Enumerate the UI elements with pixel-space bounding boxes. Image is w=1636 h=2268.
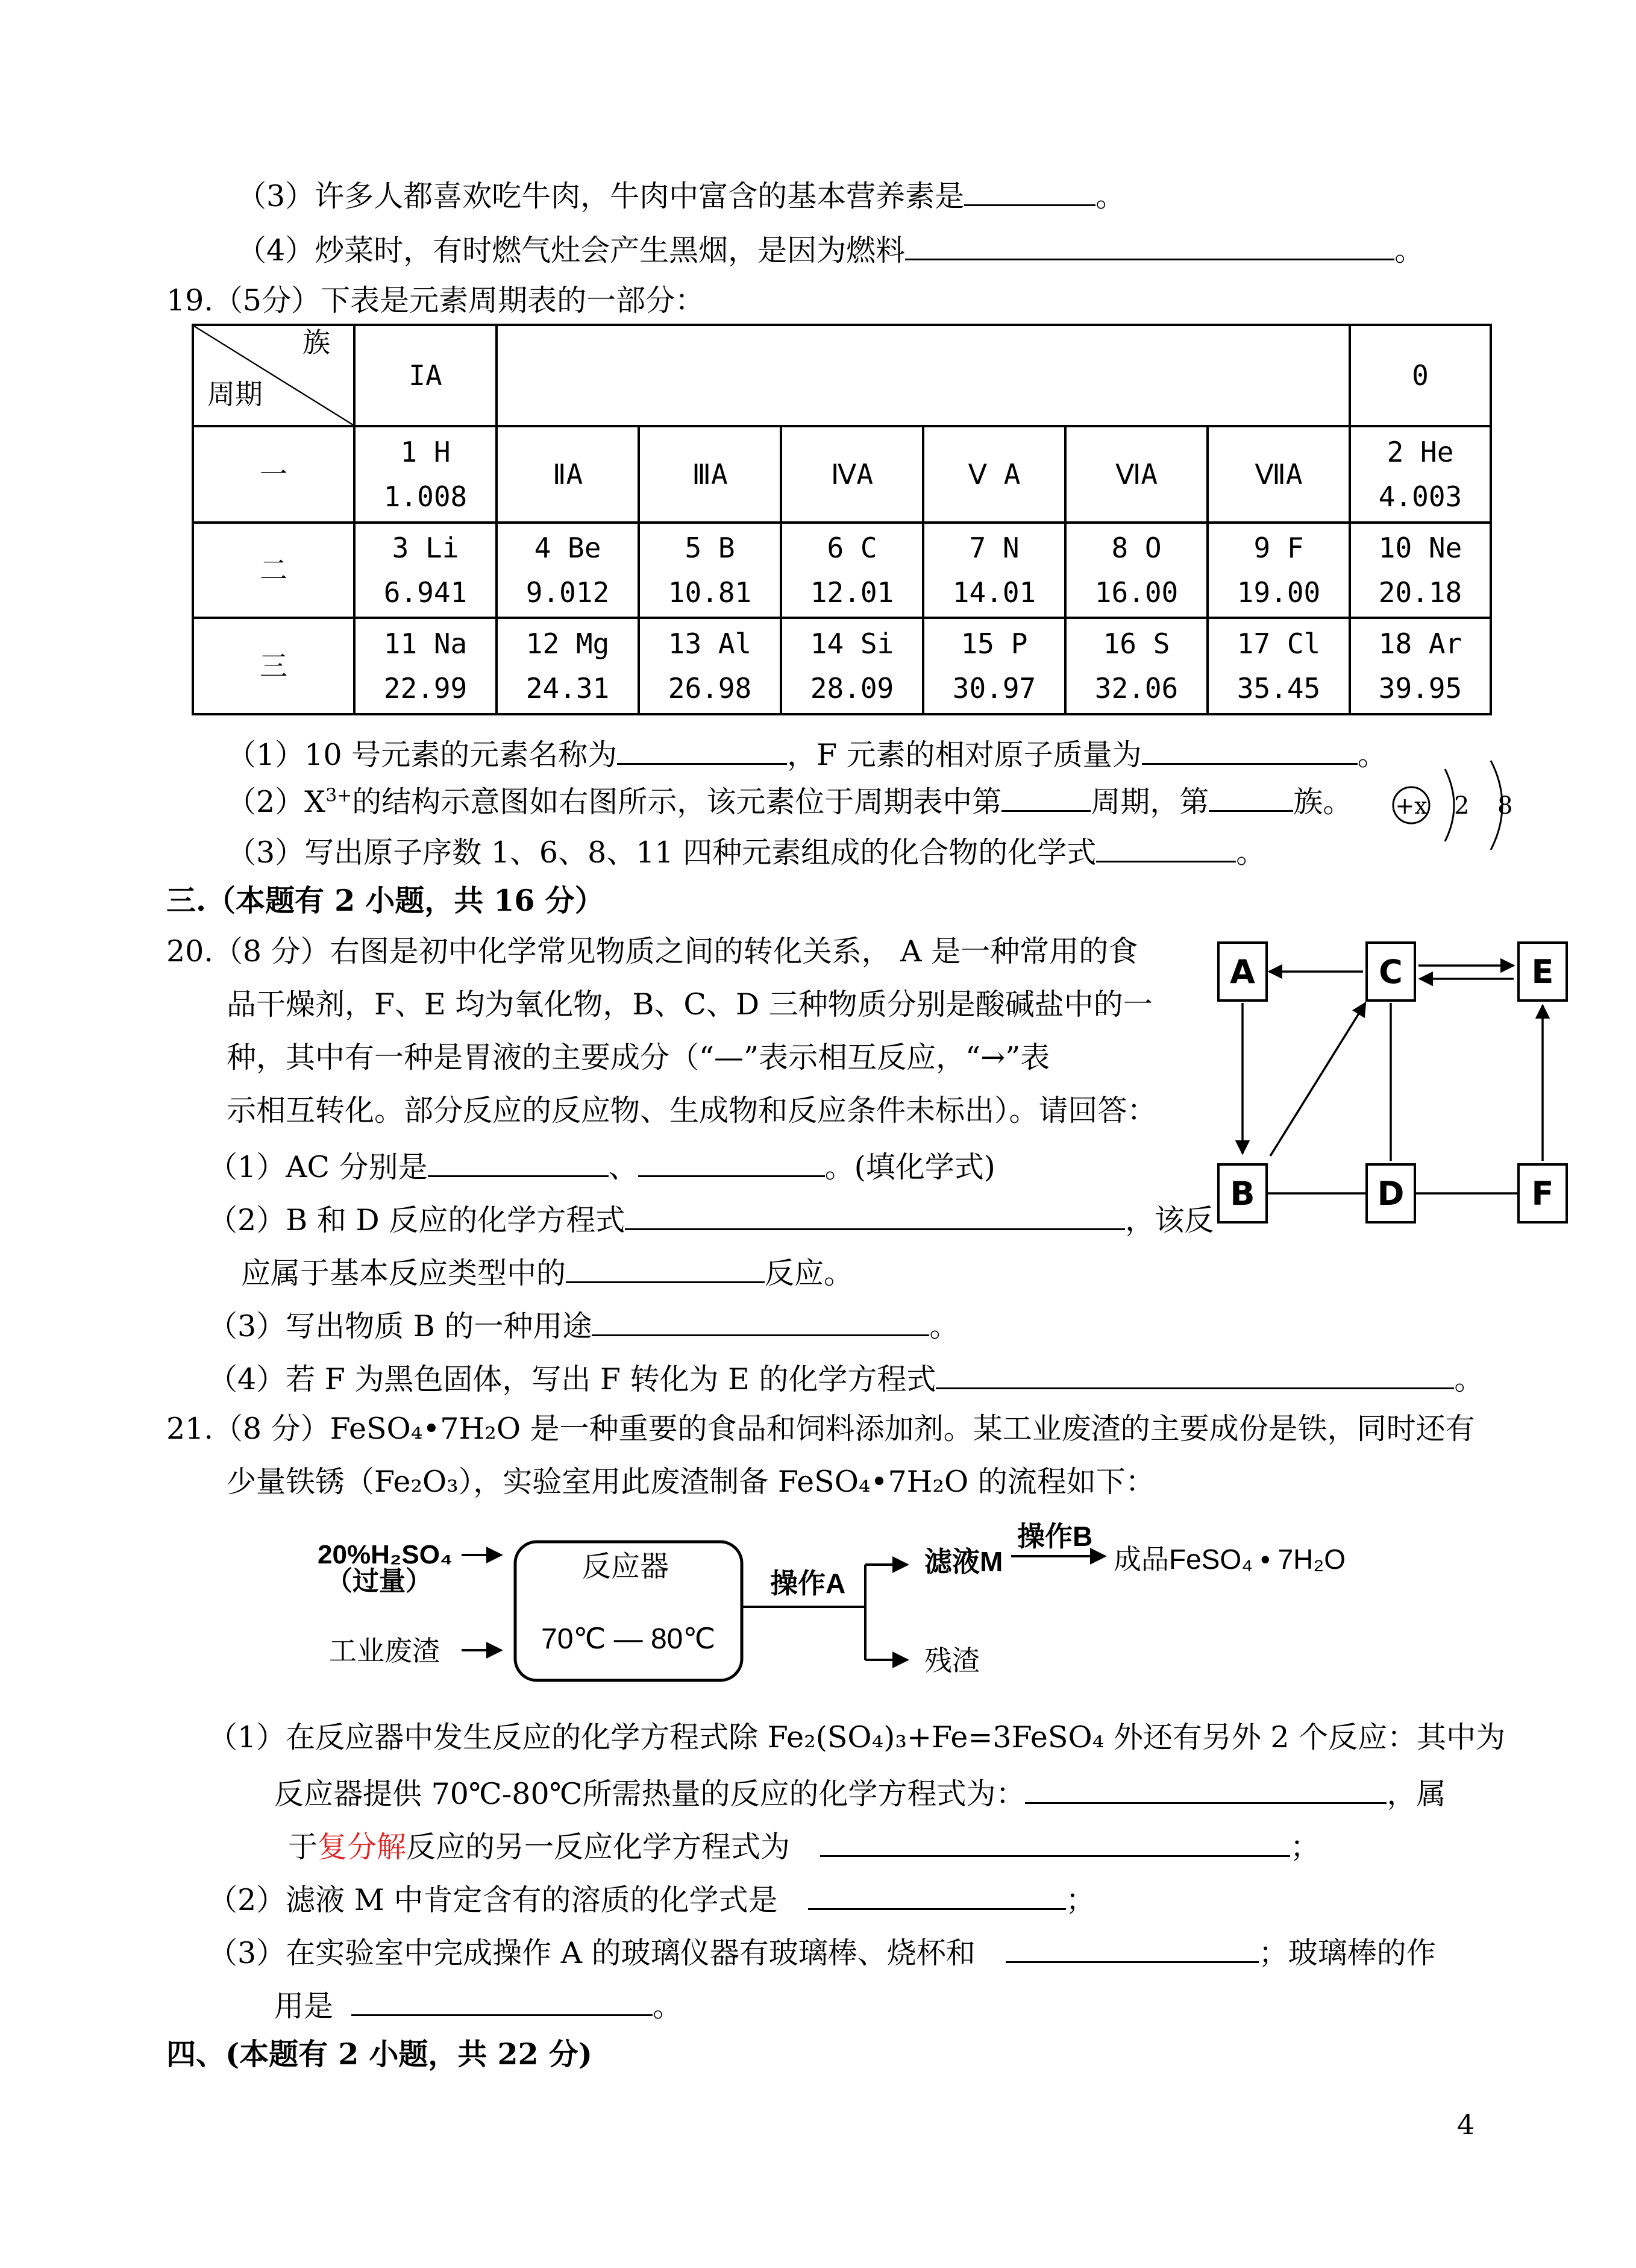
section-4-heading: 四、(本题有 2 小题，共 22 分)	[166, 2037, 592, 2072]
q19-part2: $(2)X^{3+}$的结构示意图如右图所示，该元素位于周期表中第 周期，第 族。	[227, 785, 1353, 819]
q21-line2: 少量铁锈（Fe₂O₃），实验室用此废渣制备 FeSO₄•7H₂O 的流程如下：	[227, 1465, 1155, 1499]
flow-filtrate-label: 滤液M	[924, 1546, 1003, 1577]
q20-part4: （4）若 F 为黑色固体，写出 F 转化为 E 的化学方程式 。	[208, 1362, 1484, 1396]
answer-blank[interactable]	[625, 1202, 1125, 1230]
q21-part1-cont2: 于复分解反应的另一反应化学方程式为 ；	[288, 1830, 1320, 1864]
q20-part1: （1）AC 分别是 、 。(填化学式)	[208, 1150, 995, 1184]
group-header-blank	[497, 325, 1350, 426]
element-cell: 16 S 32.06	[1065, 618, 1208, 714]
q19-title: 19.（5分）下表是元素周期表的一部分：	[166, 283, 705, 318]
q20-part3: （3）写出物质 B 的一种用途 。	[208, 1309, 959, 1343]
group-header: ⅣA	[781, 426, 923, 523]
element-cell: 4 Be 9.012	[497, 523, 639, 618]
q21-part1: （1）在反应器中发生反应的化学方程式除 Fe₂(SO₄)₃+Fe=3FeSO₄ 外还有另外 2 个反应：其中为	[208, 1720, 1506, 1754]
q19-part1: （1）10 号元素的元素名称为 ，F 元素的相对原子质量为 。	[227, 738, 1387, 772]
page-number: 4	[1457, 2108, 1475, 2141]
group-header: ⅦA	[1208, 426, 1350, 523]
group-header: ⅡA	[497, 426, 639, 523]
q20-line2: 品干燥剂，F、E 均为氧化物，B、C、D 三种物质分别是酸碱盐中的一	[227, 987, 1153, 1022]
answer-blank[interactable]	[808, 1882, 1066, 1910]
q20-line4: 示相互转化。部分反应的反应物、生成物和反应条件未标出）。请回答：	[227, 1093, 1157, 1128]
group-header: ⅢA	[639, 426, 781, 523]
group-header-0: 0	[1350, 325, 1491, 426]
header-period: 周期	[207, 378, 263, 410]
q20-part2: （2）B 和 D 反应的化学方程式 ，该反	[208, 1203, 1214, 1237]
flow-residue-label: 残渣	[924, 1645, 980, 1676]
answer-blank[interactable]	[351, 1988, 653, 2016]
group-header: Ⅴ A	[923, 426, 1065, 523]
period-3: 三	[193, 618, 354, 714]
answer-blank[interactable]	[1209, 784, 1293, 812]
answer-blank[interactable]	[617, 737, 787, 765]
element-cell: 15 P 30.97	[923, 618, 1065, 714]
answer-blank[interactable]	[820, 1829, 1290, 1857]
element-cell: 12 Mg 24.31	[497, 618, 639, 714]
period-2: 二	[193, 523, 354, 618]
q21-part2: （2）滤液 M 中肯定含有的溶质的化学式是 ；	[208, 1883, 1095, 1917]
q21-part3: （3）在实验室中完成操作 A 的玻璃仪器有玻璃棒、烧杯和 ；玻璃棒的作	[208, 1936, 1436, 1970]
answer-blank[interactable]	[566, 1255, 765, 1283]
flow-temperature-label: 70℃ — 80℃	[541, 1623, 716, 1655]
element-cell: 9 F 19.00	[1208, 523, 1350, 618]
element-cell: 13 Al 26.98	[639, 618, 781, 714]
element-cell: 1 H 1.008	[354, 426, 497, 523]
q18-part3: （3）许多人都喜欢吃牛肉，牛肉中富含的基本营养素是 。	[237, 179, 1126, 213]
node-E: E	[1517, 941, 1568, 1002]
q21-line1: 21.（8 分）FeSO₄•7H₂O 是一种重要的食品和饲料添加剂。某工业废渣的主要成份是铁，同时还有	[166, 1412, 1475, 1446]
element-cell: 17 Cl 35.45	[1208, 618, 1350, 714]
q20-line1: 20.（8 分）右图是初中化学常见物质之间的转化关系， A 是一种常用的食	[166, 934, 1138, 969]
answer-blank[interactable]	[1025, 1776, 1387, 1804]
q18-part4: （4）炒菜时，有时燃气灶会产生黑烟，是因为燃料 。	[237, 233, 1424, 268]
node-D: D	[1365, 1163, 1416, 1224]
table-corner-cell	[193, 325, 354, 426]
q19-part3: （3）写出原子序数 1、6、8、11 四种元素组成的化合物的化学式 。	[227, 835, 1266, 870]
answer-blank[interactable]	[964, 178, 1095, 206]
header-group: 族	[302, 326, 330, 359]
q21-part3-cont: 用是 。	[274, 1989, 683, 2023]
element-cell: 3 Li 6.941	[354, 523, 497, 618]
flow-product-label: 成品FeSO₄ • 7H₂O	[1114, 1544, 1346, 1575]
process-flow-lines	[313, 1507, 1374, 1700]
element-cell: 10 Ne 20.18	[1350, 523, 1491, 618]
node-F: F	[1517, 1163, 1568, 1224]
flow-excess-label: （过量）	[326, 1566, 432, 1596]
flow-waste-label: 工业废渣	[329, 1635, 440, 1666]
node-C: C	[1365, 941, 1416, 1002]
q20-part2-cont: 应属于基本反应类型中的 反应。	[241, 1256, 854, 1290]
element-cell: 14 Si 28.09	[781, 618, 923, 714]
period-1: 一	[193, 426, 354, 523]
section-3-heading: 三.（本题有 2 小题，共 16 分）	[166, 883, 604, 918]
answer-blank[interactable]	[638, 1149, 825, 1177]
answer-blank[interactable]	[905, 232, 1394, 260]
q20-line3: 种，其中有一种是胃液的主要成分（“—”表示相互反应，“→”表	[227, 1040, 1050, 1075]
answer-blank[interactable]	[1006, 1935, 1259, 1963]
node-B: B	[1217, 1163, 1268, 1224]
atom-structure-diagram	[1386, 758, 1531, 873]
element-cell: 6 C 12.01	[781, 523, 923, 618]
answer-blank[interactable]	[1096, 834, 1236, 862]
q21-part1-cont: 反应器提供 70℃-80℃所需热量的反应的化学方程式为： ，属	[274, 1777, 1446, 1811]
answer-blank[interactable]	[428, 1149, 609, 1177]
flow-operation-a-label: 操作A	[770, 1568, 846, 1599]
element-cell: 2 He 4.003	[1350, 426, 1491, 523]
shell-electrons-2: 8	[1497, 792, 1513, 820]
element-cell: 8 O 16.00	[1065, 523, 1208, 618]
answer-blank[interactable]	[1001, 784, 1091, 812]
group-header: ⅥA	[1065, 426, 1208, 523]
element-cell: 18 Ar 39.95	[1350, 618, 1491, 714]
shell-electrons-1: 2	[1454, 792, 1470, 820]
periodic-table	[192, 324, 1492, 715]
answer-blank[interactable]	[592, 1308, 929, 1336]
flow-operation-b-label: 操作B	[1017, 1521, 1093, 1552]
flow-reactor-label: 反应器	[582, 1551, 669, 1583]
element-cell: 5 B 10.81	[639, 523, 781, 618]
node-A: A	[1217, 941, 1268, 1002]
answer-blank[interactable]	[936, 1361, 1454, 1389]
group-header-IA: IA	[354, 325, 497, 426]
element-cell: 7 N 14.01	[923, 523, 1065, 618]
answer-blank[interactable]	[1142, 737, 1358, 765]
atom-nucleus-label: +x	[1395, 793, 1428, 819]
element-cell: 11 Na 22.99	[354, 618, 497, 714]
flow-acid-label: 20%H₂SO₄	[318, 1540, 453, 1569]
